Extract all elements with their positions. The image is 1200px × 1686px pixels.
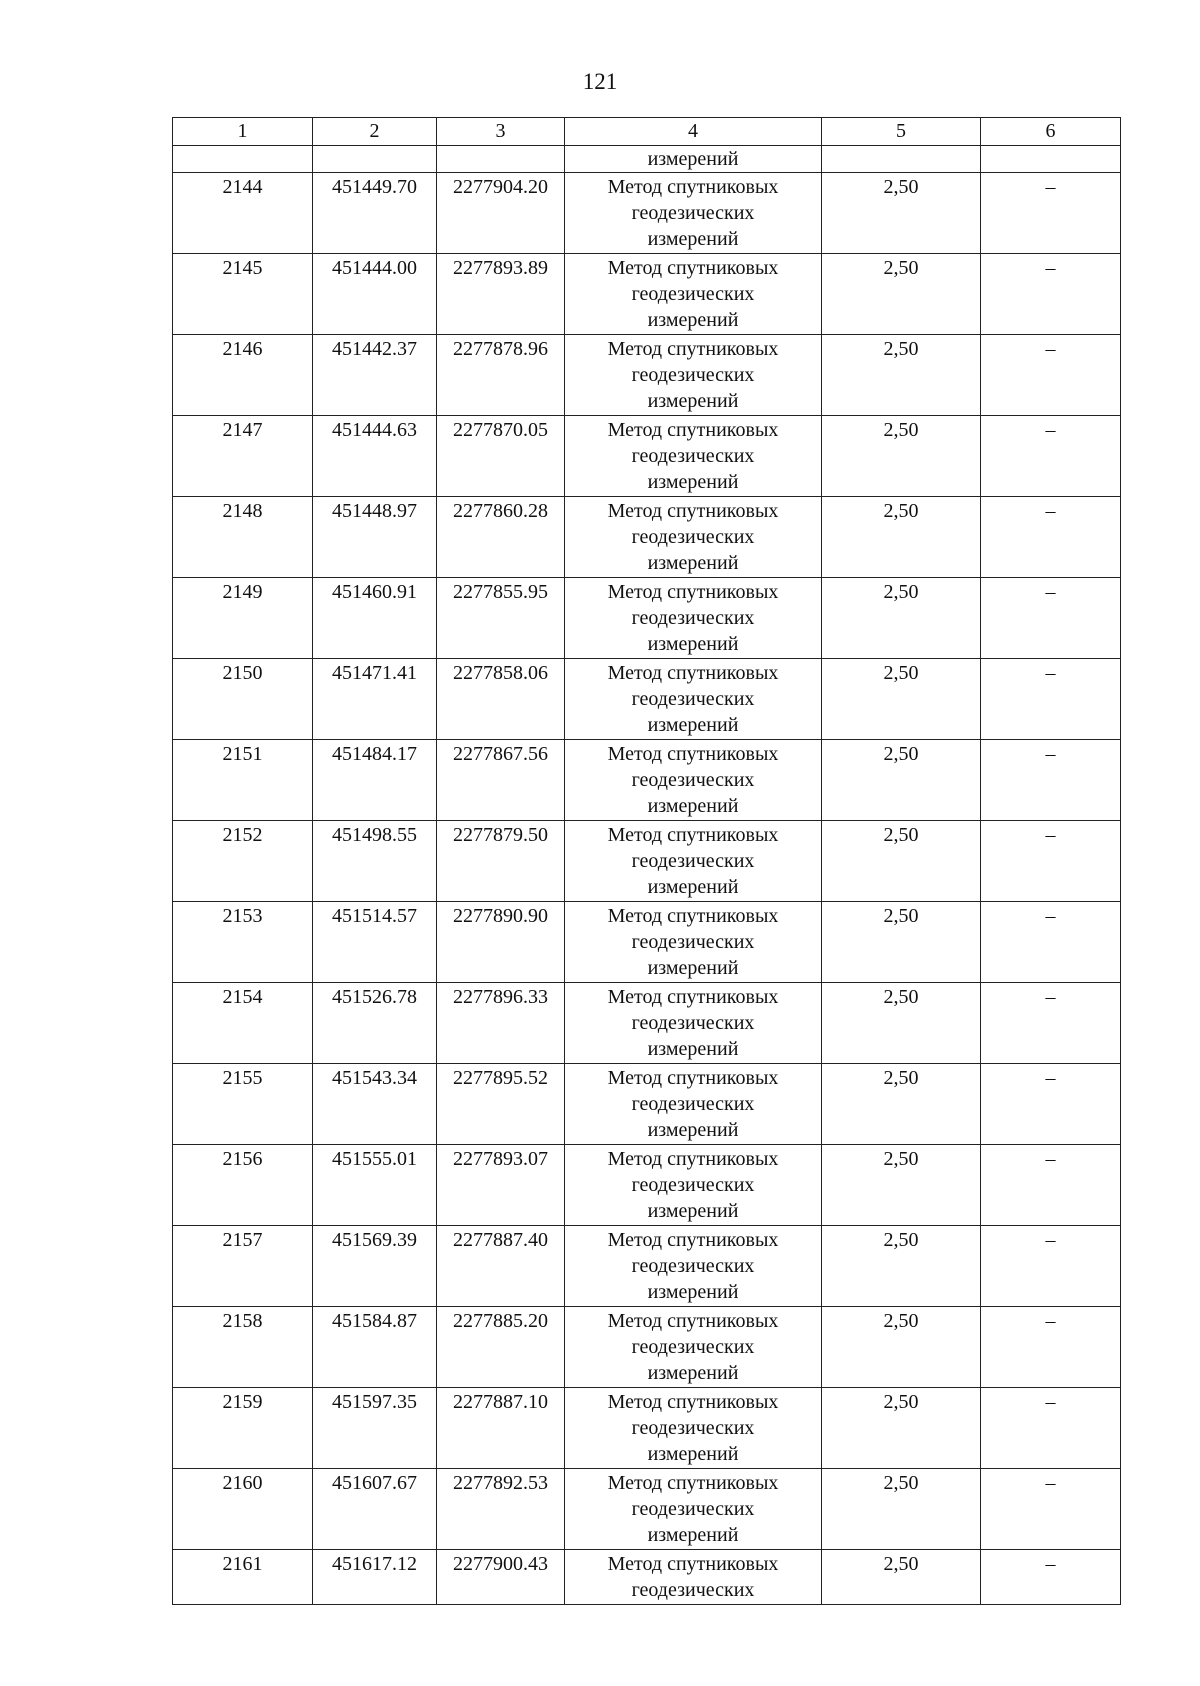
cell-y: 2277895.52	[437, 1064, 565, 1145]
cell-x	[313, 146, 437, 173]
cell-point: 2153	[173, 902, 313, 983]
cell-accuracy: 2,50	[822, 1550, 981, 1605]
cell-x: 451597.35	[313, 1388, 437, 1469]
cell-x: 451460.91	[313, 578, 437, 659]
cell-accuracy: 2,50	[822, 254, 981, 335]
cell-point: 2147	[173, 416, 313, 497]
table-row	[173, 902, 1121, 983]
cell-accuracy: 2,50	[822, 902, 981, 983]
cell-y: 2277900.43	[437, 1550, 565, 1605]
table-body	[173, 146, 1121, 1605]
table-row	[173, 416, 1121, 497]
cell-point: 2150	[173, 659, 313, 740]
cell-point: 2161	[173, 1550, 313, 1605]
cell-accuracy: 2,50	[822, 416, 981, 497]
header-row	[173, 118, 1121, 146]
coordinates-table	[172, 117, 1121, 1605]
cell-method: Метод спутниковых геодезических измерений	[565, 659, 822, 740]
cell-x: 451514.57	[313, 902, 437, 983]
table-row	[173, 983, 1121, 1064]
cell-note: –	[981, 1064, 1121, 1145]
cell-point: 2159	[173, 1388, 313, 1469]
cell-point: 2151	[173, 740, 313, 821]
cell-accuracy: 2,50	[822, 578, 981, 659]
cell-method: Метод спутниковых геодезических измерений	[565, 1064, 822, 1145]
cell-y: 2277870.05	[437, 416, 565, 497]
cell-accuracy: 2,50	[822, 1388, 981, 1469]
cell-y: 2277867.56	[437, 740, 565, 821]
column-header: 1	[173, 118, 313, 146]
cell-x: 451442.37	[313, 335, 437, 416]
cell-point: 2148	[173, 497, 313, 578]
cell-y: 2277904.20	[437, 173, 565, 254]
cell-point: 2154	[173, 983, 313, 1064]
cell-y: 2277890.90	[437, 902, 565, 983]
table-header	[173, 118, 1121, 146]
table-row	[173, 1226, 1121, 1307]
cell-point: 2155	[173, 1064, 313, 1145]
cell-accuracy: 2,50	[822, 1469, 981, 1550]
cell-note: –	[981, 335, 1121, 416]
cell-y: 2277879.50	[437, 821, 565, 902]
cell-accuracy: 2,50	[822, 1307, 981, 1388]
cell-accuracy	[822, 146, 981, 173]
cell-x: 451498.55	[313, 821, 437, 902]
cell-method: измерений	[565, 146, 822, 173]
cell-note: –	[981, 1145, 1121, 1226]
cell-y: 2277893.89	[437, 254, 565, 335]
cell-accuracy: 2,50	[822, 821, 981, 902]
page-number: 121	[582, 69, 618, 94]
table-row	[173, 173, 1121, 254]
table-row	[173, 578, 1121, 659]
cell-y: 2277878.96	[437, 335, 565, 416]
cell-point: 2144	[173, 173, 313, 254]
cell-point: 2160	[173, 1469, 313, 1550]
cell-method: Метод спутниковых геодезических измерений	[565, 497, 822, 578]
cell-accuracy: 2,50	[822, 335, 981, 416]
cell-accuracy: 2,50	[822, 983, 981, 1064]
carryover-row	[173, 146, 1121, 173]
cell-method: Метод спутниковых геодезических измерений	[565, 1307, 822, 1388]
cell-accuracy: 2,50	[822, 173, 981, 254]
cell-note: –	[981, 821, 1121, 902]
cell-y: 2277887.40	[437, 1226, 565, 1307]
column-header: 4	[565, 118, 822, 146]
column-header: 3	[437, 118, 565, 146]
cell-note	[981, 146, 1121, 173]
cell-point: 2152	[173, 821, 313, 902]
cell-y: 2277885.20	[437, 1307, 565, 1388]
cell-method: Метод спутниковых геодезических измерений	[565, 740, 822, 821]
cell-note: –	[981, 740, 1121, 821]
cell-note: –	[981, 659, 1121, 740]
cell-note: –	[981, 497, 1121, 578]
cell-method: Метод спутниковых геодезических измерений	[565, 578, 822, 659]
cell-method: Метод спутниковых геодезических измерений	[565, 983, 822, 1064]
cell-x: 451569.39	[313, 1226, 437, 1307]
cell-point	[173, 146, 313, 173]
cell-method: Метод спутниковых геодезических измерений	[565, 1388, 822, 1469]
cell-method: Метод спутниковых геодезических измерений	[565, 1145, 822, 1226]
cell-method: Метод спутниковых геодезических	[565, 1550, 822, 1605]
cell-x: 451471.41	[313, 659, 437, 740]
cell-x: 451555.01	[313, 1145, 437, 1226]
cell-note: –	[981, 983, 1121, 1064]
cell-point: 2158	[173, 1307, 313, 1388]
table-row	[173, 1388, 1121, 1469]
cell-x: 451526.78	[313, 983, 437, 1064]
cell-x: 451444.00	[313, 254, 437, 335]
table-row	[173, 335, 1121, 416]
cell-method: Метод спутниковых геодезических измерений	[565, 1469, 822, 1550]
cell-accuracy: 2,50	[822, 1226, 981, 1307]
cell-method: Метод спутниковых геодезических измерений	[565, 416, 822, 497]
table-row	[173, 659, 1121, 740]
cell-note: –	[981, 1226, 1121, 1307]
column-header: 5	[822, 118, 981, 146]
column-header: 2	[313, 118, 437, 146]
cell-accuracy: 2,50	[822, 497, 981, 578]
table-row	[173, 1064, 1121, 1145]
cell-x: 451543.34	[313, 1064, 437, 1145]
cell-method: Метод спутниковых геодезических измерений	[565, 254, 822, 335]
cell-x: 451444.63	[313, 416, 437, 497]
table-row	[173, 497, 1121, 578]
cell-method: Метод спутниковых геодезических измерений	[565, 335, 822, 416]
cell-accuracy: 2,50	[822, 1064, 981, 1145]
table-row	[173, 1469, 1121, 1550]
cell-accuracy: 2,50	[822, 740, 981, 821]
cell-note: –	[981, 173, 1121, 254]
cell-accuracy: 2,50	[822, 1145, 981, 1226]
cell-y: 2277892.53	[437, 1469, 565, 1550]
cell-x: 451484.17	[313, 740, 437, 821]
cell-x: 451448.97	[313, 497, 437, 578]
table-row	[173, 1307, 1121, 1388]
cell-note: –	[981, 1550, 1121, 1605]
cell-point: 2145	[173, 254, 313, 335]
cell-method: Метод спутниковых геодезических измерений	[565, 173, 822, 254]
cell-note: –	[981, 1307, 1121, 1388]
table-row	[173, 1550, 1121, 1605]
cell-point: 2149	[173, 578, 313, 659]
cell-point: 2157	[173, 1226, 313, 1307]
cell-x: 451584.87	[313, 1307, 437, 1388]
column-header: 6	[981, 118, 1121, 146]
cell-note: –	[981, 254, 1121, 335]
cell-method: Метод спутниковых геодезических измерений	[565, 821, 822, 902]
cell-y: 2277855.95	[437, 578, 565, 659]
cell-x: 451449.70	[313, 173, 437, 254]
cell-note: –	[981, 1469, 1121, 1550]
cell-note: –	[981, 578, 1121, 659]
cell-accuracy: 2,50	[822, 659, 981, 740]
table-row	[173, 740, 1121, 821]
cell-note: –	[981, 1388, 1121, 1469]
table-row	[173, 254, 1121, 335]
cell-method: Метод спутниковых геодезических измерений	[565, 902, 822, 983]
cell-y	[437, 146, 565, 173]
cell-point: 2156	[173, 1145, 313, 1226]
table-row	[173, 1145, 1121, 1226]
cell-y: 2277896.33	[437, 983, 565, 1064]
cell-point: 2146	[173, 335, 313, 416]
cell-y: 2277893.07	[437, 1145, 565, 1226]
cell-y: 2277860.28	[437, 497, 565, 578]
cell-x: 451617.12	[313, 1550, 437, 1605]
cell-x: 451607.67	[313, 1469, 437, 1550]
cell-y: 2277887.10	[437, 1388, 565, 1469]
cell-method: Метод спутниковых геодезических измерений	[565, 1226, 822, 1307]
table-row	[173, 821, 1121, 902]
cell-y: 2277858.06	[437, 659, 565, 740]
cell-note: –	[981, 902, 1121, 983]
cell-note: –	[981, 416, 1121, 497]
